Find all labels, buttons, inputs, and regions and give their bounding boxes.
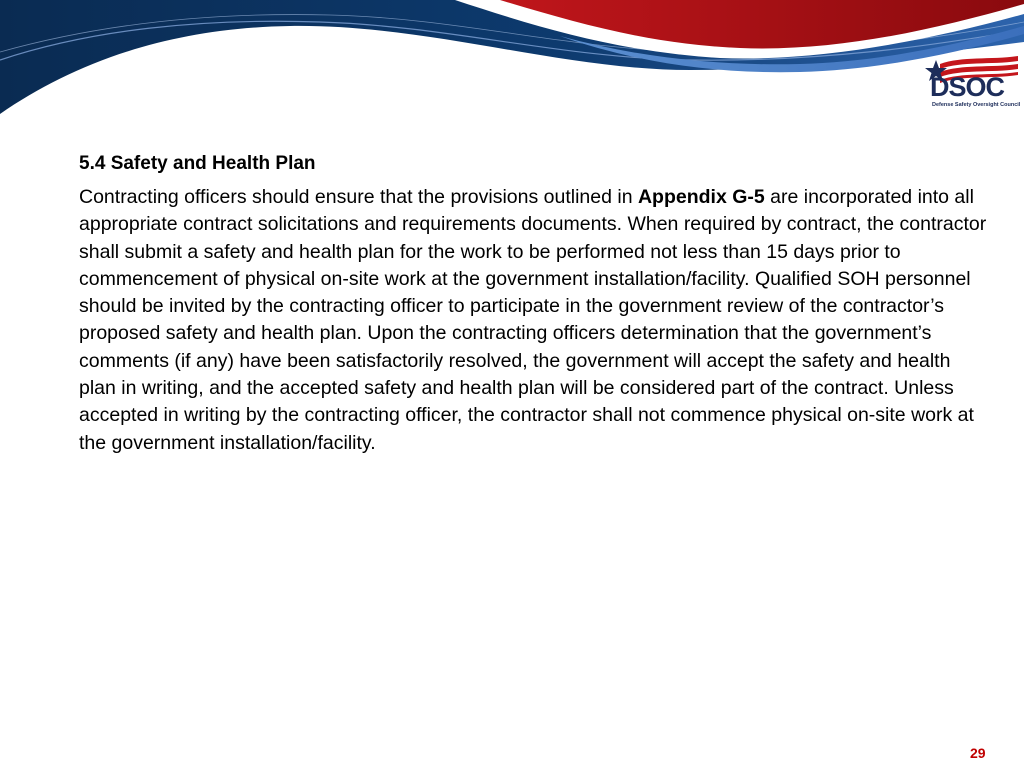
appendix-reference: Appendix G-5 (637, 186, 765, 208)
logo-subtitle: Defense Safety Oversight Council (932, 102, 1021, 108)
logo-name: DSOC (930, 72, 1005, 102)
dsoc-logo (922, 56, 1020, 112)
page-number: 29 (970, 745, 986, 761)
paragraph-text: are incorporated into all appropriate contract solicitations and requirements documents. When required by contract, the contractor shall submit a safety and health plan for the work to be performed not less than 15 days prior to commencement of physical on-site work at the government installation/facility. Qualified SOH personnel should be invited by the contracting officer to participate in the government review of the contractor’s proposed safety and health plan. Upon the contracting officers determination that the government’s comments (if any) have been satisfactorily resolved, the government will accept the safety and health plan in writing, and the accepted safety and health plan will be considered part of the contract. Unless accepted in writing by the contracting officer, the contractor shall not commence physical on-site work at the government installation/facility. (79, 186, 987, 454)
section-heading: 5.4 Safety and Health Plan (79, 153, 316, 174)
section-paragraph (79, 184, 989, 457)
header-banner (0, 0, 1024, 130)
paragraph-text: Contracting officers should ensure that the provisions outlined in (79, 186, 638, 208)
